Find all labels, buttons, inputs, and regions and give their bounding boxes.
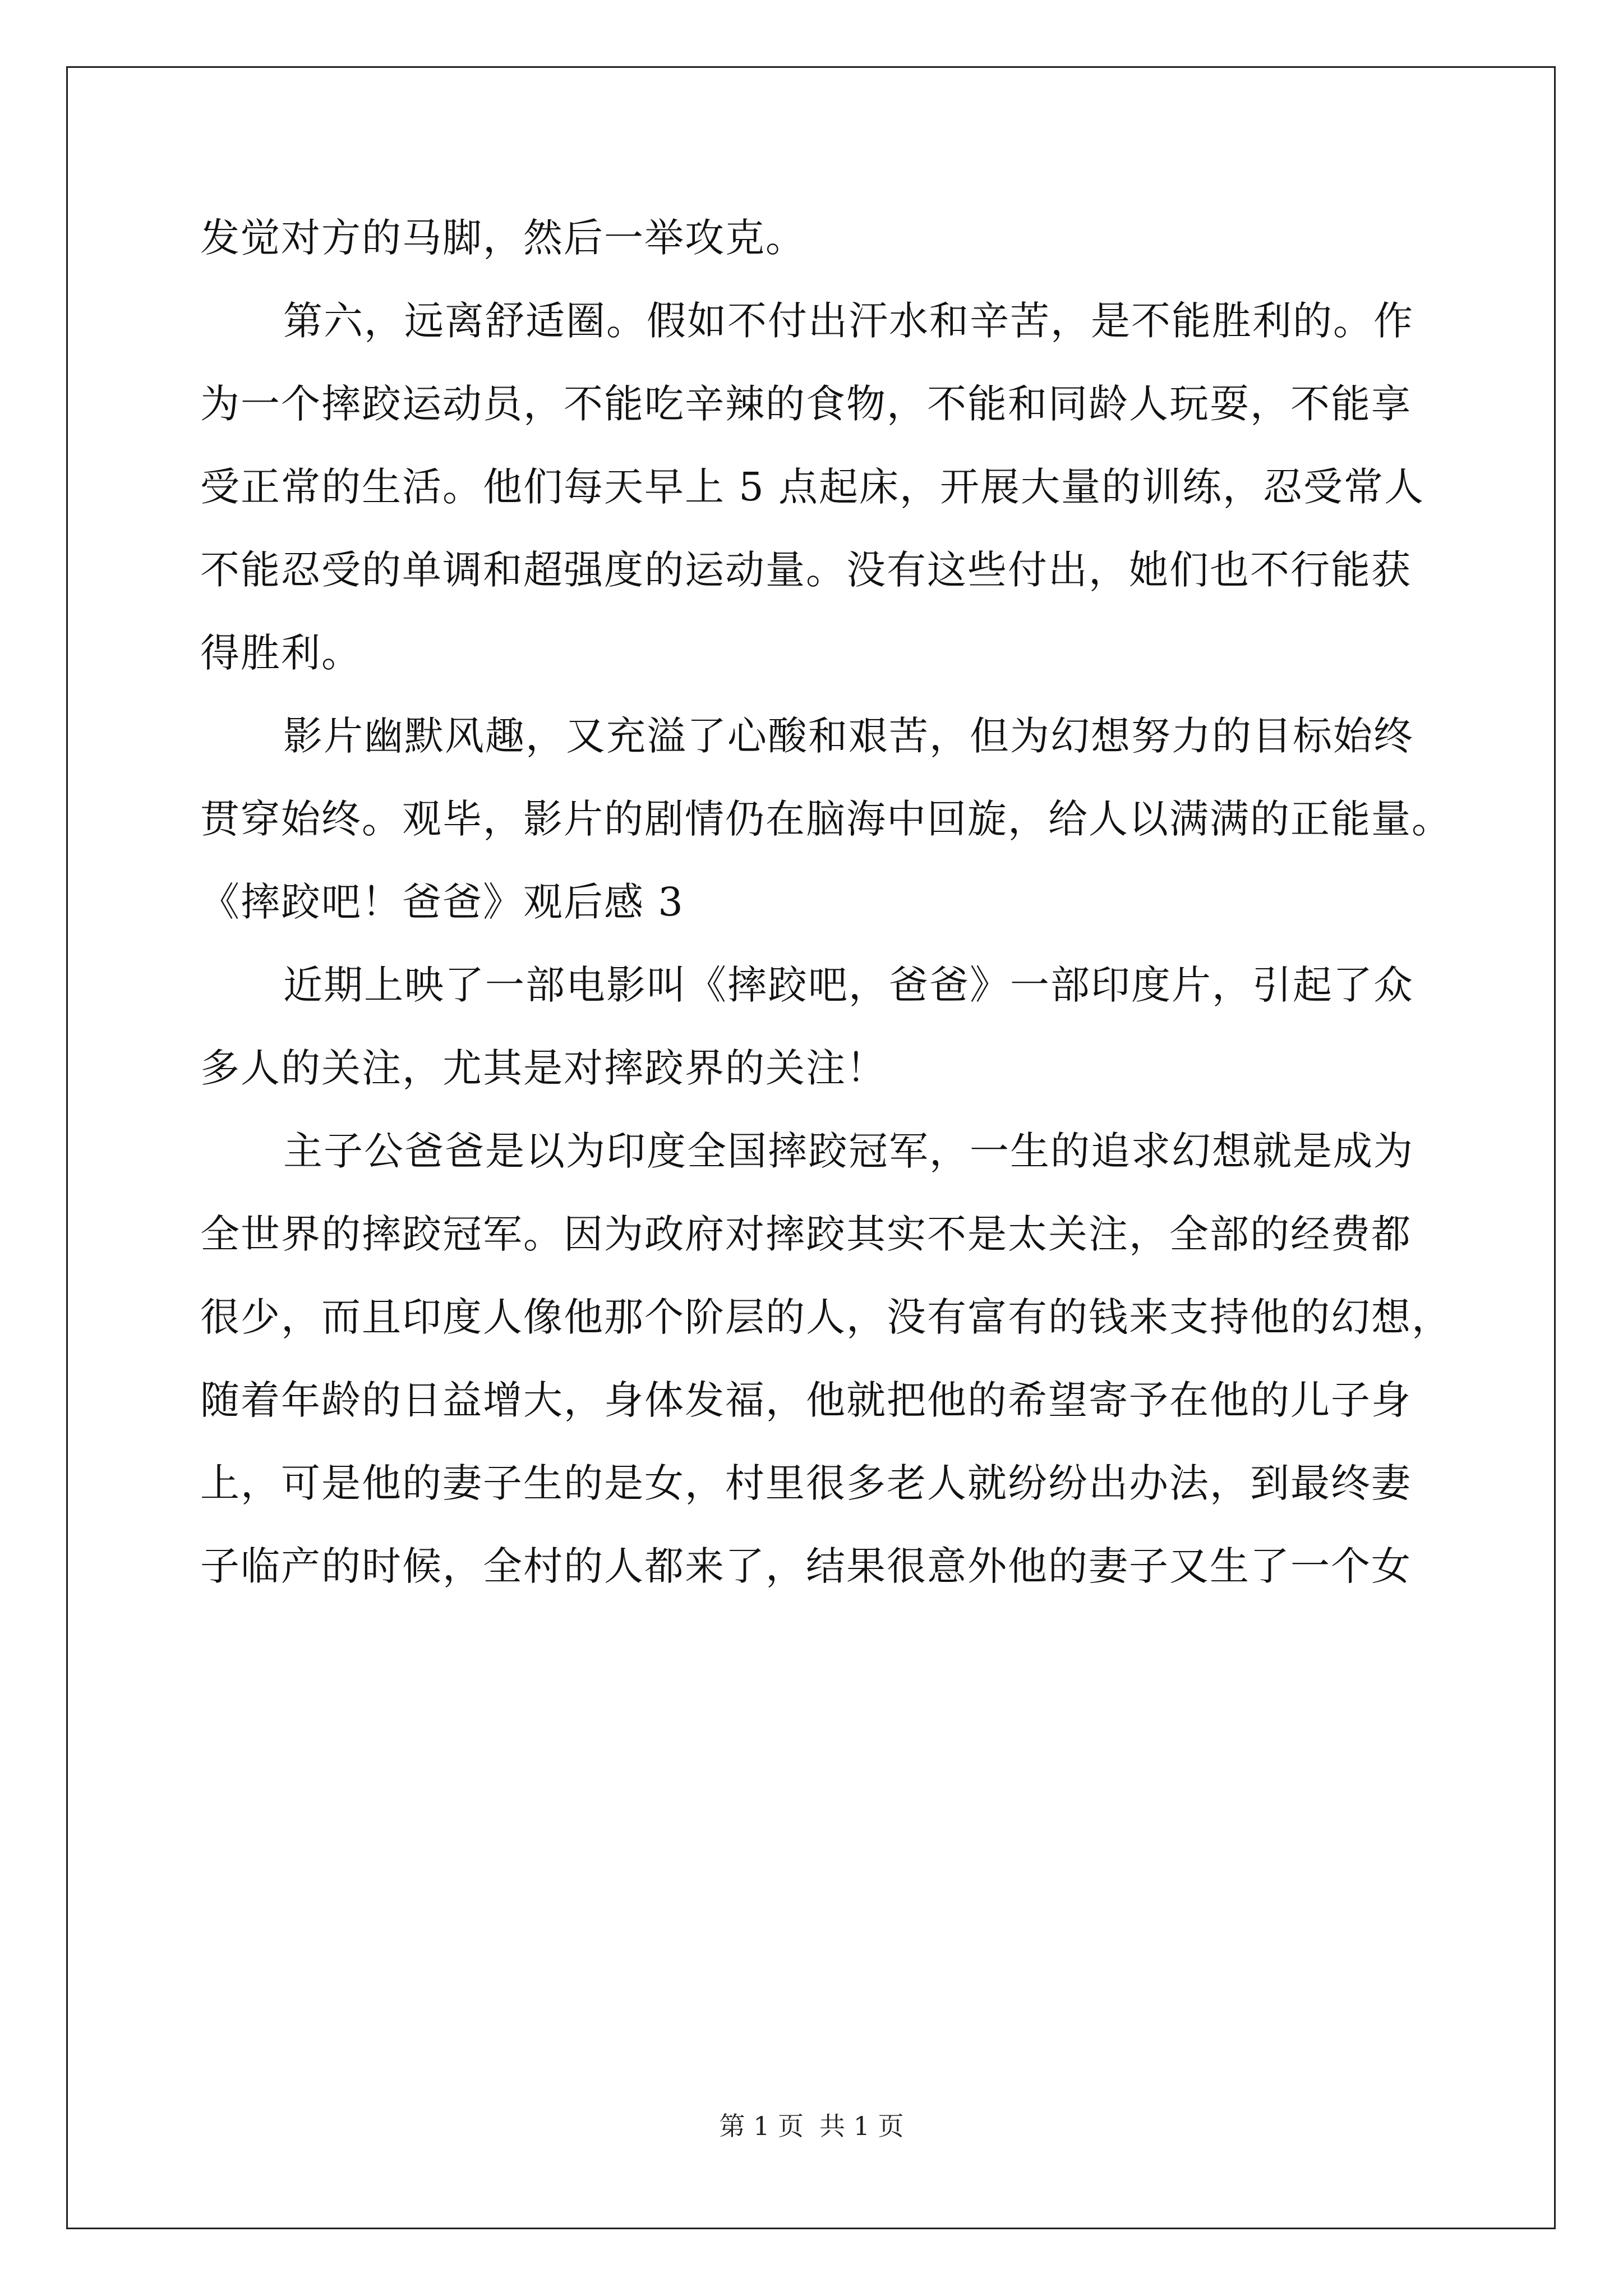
text-line-2: 第六，远离舒适圈。假如不付出汗水和辛苦，是不能胜利的。作 <box>283 298 1414 344</box>
page-footer <box>0 2109 1623 2143</box>
text-line-12: 主子公爸爸是以为印度全国摔跤冠军，一生的追求幻想就是成为 <box>283 1128 1414 1174</box>
document-body <box>200 196 1452 1608</box>
text-line-7: 影片幽默风趣，又充溢了心酸和艰苦，但为幻想努力的目标始终 <box>283 713 1414 759</box>
text-line-11: 多人的关注，尤其是对摔跤界的关注！ <box>200 1045 887 1091</box>
section-heading: 《摔跤吧！爸爸》观后感 3 <box>200 879 684 925</box>
page-number: 第 1 页 <box>719 2111 804 2141</box>
text-line-4: 受正常的生活。他们每天早上 5 点起床，开展大量的训练，忍受常人 <box>200 464 1425 510</box>
text-line-5: 不能忍受的单调和超强度的运动量。没有这些付出，她们也不行能获 <box>200 547 1412 593</box>
text-line-17: 子临产的时候，全村的人都来了，结果很意外他的妻子又生了一个女 <box>200 1543 1412 1589</box>
text-line-10: 近期上映了一部电影叫《摔跤吧，爸爸》一部印度片，引起了众 <box>283 962 1414 1008</box>
text-line-13: 全世界的摔跤冠军。因为政府对摔跤其实不是太关注，全部的经费都 <box>200 1211 1412 1257</box>
page-total: 共 1 页 <box>819 2111 904 2141</box>
text-line-8: 贯穿始终。观毕，影片的剧情仍在脑海中回旋，给人以满满的正能量。 <box>200 796 1452 842</box>
text-line-3: 为一个摔跤运动员，不能吃辛辣的食物，不能和同龄人玩耍，不能享 <box>200 381 1412 427</box>
text-line-16: 上，可是他的妻子生的是女，村里很多老人就纷纷出办法，到最终妻 <box>200 1460 1412 1506</box>
text-line-14: 很少，而且印度人像他那个阶层的人，没有富有的钱来支持他的幻想， <box>200 1294 1452 1340</box>
text-line-1: 发觉对方的马脚，然后一举攻克。 <box>200 215 806 261</box>
text-line-15: 随着年龄的日益增大，身体发福，他就把他的希望寄予在他的儿子身 <box>200 1377 1412 1423</box>
text-line-6: 得胜利。 <box>200 630 362 676</box>
